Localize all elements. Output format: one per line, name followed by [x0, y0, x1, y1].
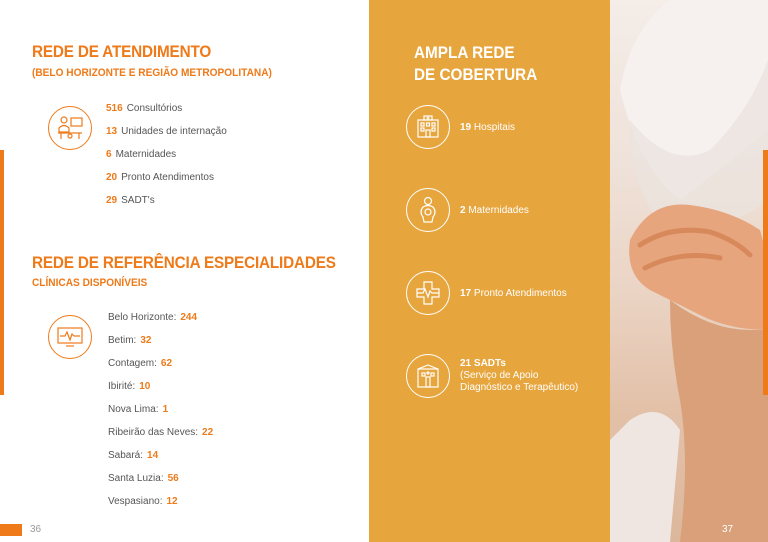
network-title: REDE DE ATENDIMENTO	[32, 42, 212, 61]
network-subtitle: (BELO HORIZONTE E REGIÃO METROPOLITANA)	[32, 67, 272, 79]
list-item: 29 SADT's	[106, 195, 155, 206]
list-item: Belo Horizonte: 244	[108, 312, 198, 323]
reference-title: REDE DE REFERÊNCIA ESPECIALIDADES	[32, 253, 336, 272]
maternities-text: 2 Maternidades	[460, 205, 529, 216]
pregnant-woman-icon	[406, 188, 450, 232]
emergency-text: 17 Pronto Atendimentos	[460, 288, 567, 299]
list-item: Ibirité: 10	[108, 381, 151, 392]
right-edge-accent	[763, 150, 768, 395]
reference-subtitle: CLÍNICAS DISPONÍVEIS	[32, 277, 148, 289]
left-edge-accent	[0, 150, 4, 395]
list-item: 516 Consultórios	[106, 103, 183, 114]
list-item: Nova Lima: 1	[108, 404, 169, 415]
attendance-list	[106, 97, 227, 212]
list-item: Santa Luzia: 56	[108, 473, 179, 484]
left-page	[0, 0, 369, 542]
list-item: 6 Maternidades	[106, 149, 177, 160]
cities-list	[108, 306, 213, 513]
page-number-left: 36	[30, 524, 42, 535]
list-item: Vespasiano: 12	[108, 496, 178, 507]
list-item: Betim: 32	[108, 335, 152, 346]
doctor-patient-icon	[48, 106, 92, 150]
coverage-title-line2: DE COBERTURA	[414, 65, 538, 84]
list-item: Ribeirão das Neves: 22	[108, 427, 214, 438]
list-item: Contagem: 62	[108, 358, 173, 369]
sadt-text: 21 SADTs (Serviço de Apoio Diagnóstico e Terapêutico)	[460, 358, 579, 393]
list-item: 20 Pronto Atendimentos	[106, 172, 214, 183]
page-number-right: 37	[722, 524, 734, 535]
hospitals-text: 19 Hospitais	[460, 122, 516, 133]
coverage-panel	[369, 0, 610, 542]
sadt-building-icon	[406, 354, 450, 398]
hands-photo	[610, 0, 768, 542]
coverage-title-line1: AMPLA REDE	[414, 43, 515, 62]
footer-accent-bar	[0, 524, 22, 536]
medical-cross-icon	[406, 271, 450, 315]
list-item: 13 Unidades de internação	[106, 126, 227, 137]
monitor-pulse-icon	[48, 315, 92, 359]
list-item: Sabará: 14	[108, 450, 159, 461]
hospital-building-icon	[406, 105, 450, 149]
